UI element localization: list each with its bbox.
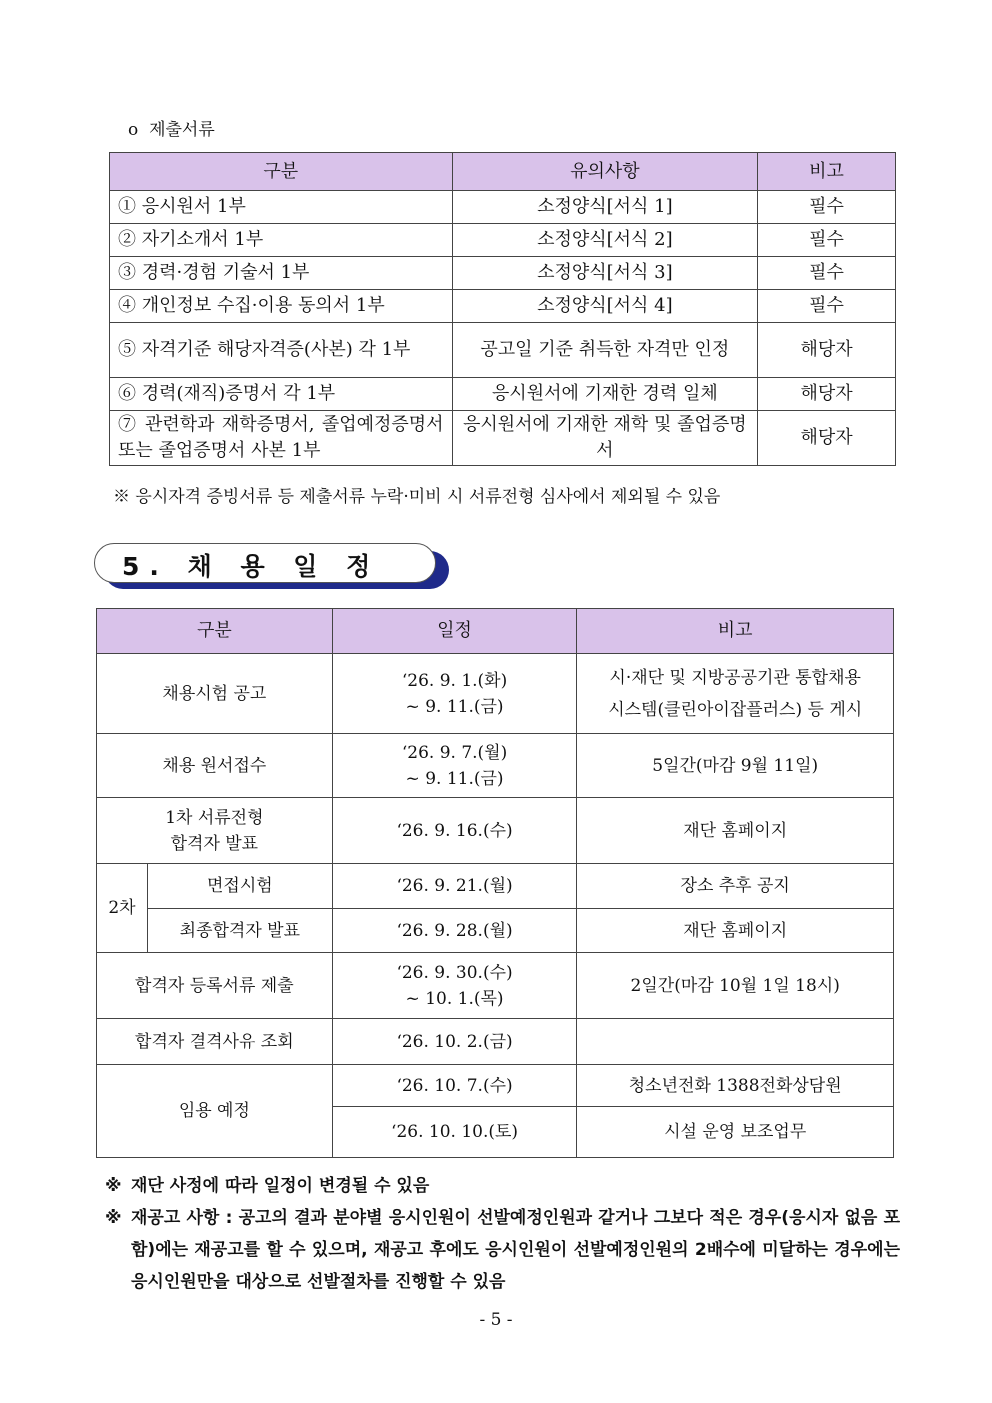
date-line: ‘26. 9. 7.(월) — [401, 742, 508, 763]
doc-item: ② 자기소개서 1부 — [110, 224, 453, 257]
schedule-date: ‘26. 10. 2.(금) — [332, 1019, 577, 1065]
doc-remark: 해당자 — [758, 378, 896, 411]
schedule-note: 시설 운영 보조업무 — [577, 1107, 894, 1158]
schedule-note: 장소 추후 공지 — [577, 864, 894, 909]
table-row — [110, 224, 896, 257]
doc-note: 소정양식[서식 2] — [452, 224, 758, 257]
docs-title-text: 제출서류 — [149, 120, 215, 140]
date-line: ~ 9. 11.(금) — [405, 696, 504, 717]
table-row — [110, 323, 896, 378]
doc-remark: 해당자 — [758, 323, 896, 378]
header-notes: 유의사항 — [452, 153, 758, 191]
schedule-date — [332, 953, 577, 1019]
schedule-note — [577, 654, 894, 734]
date-line: ~ 10. 1.(목) — [405, 988, 504, 1009]
doc-item: ③ 경력·경험 기술서 1부 — [110, 257, 453, 290]
schedule-note: 5일간(마감 9월 11일) — [577, 734, 894, 798]
header-category: 구분 — [97, 609, 333, 654]
doc-item: ① 응시원서 1부 — [110, 191, 453, 224]
doc-item: ⑥ 경력(재직)증명서 각 1부 — [110, 378, 453, 411]
header-remark: 비고 — [758, 153, 896, 191]
date-line: ‘26. 9. 30.(수) — [396, 962, 513, 983]
doc-note: 소정양식[서식 4] — [452, 290, 758, 323]
doc-remark: 해당자 — [758, 411, 896, 466]
table-row — [110, 378, 896, 411]
table-row — [97, 1065, 894, 1107]
schedule-note-item — [105, 1170, 900, 1202]
note-mark: ※ — [105, 1208, 122, 1228]
doc-note: 소정양식[서식 1] — [452, 191, 758, 224]
note-text: 재공고 사항 : 공고의 결과 분야별 응시인원이 선발예정인원과 같거나 그보다 적은 경우(응시자 없음 포함)에는 재공고를 할 수 있으며, 재공고 후에도 응시인원이 선발예정인원의 2배수에 미달하는 경우에는 응시인원만을 대상으로 선발절차를 진행할 수 있음 — [131, 1208, 900, 1292]
schedule-table — [96, 608, 894, 1158]
schedule-label: 면접시험 — [147, 864, 332, 909]
doc-item: ⑤ 자격기준 해당자격증(사본) 각 1부 — [110, 323, 453, 378]
doc-item: ⑦ 관련학과 재학증명서, 졸업예정증명서 또는 졸업증명서 사본 1부 — [110, 411, 453, 466]
schedule-header-row — [97, 609, 894, 654]
header-schedule: 일정 — [332, 609, 577, 654]
schedule-label: 채용 원서접수 — [97, 734, 333, 798]
table-row — [110, 191, 896, 224]
doc-remark: 필수 — [758, 191, 896, 224]
documents-header-row — [110, 153, 896, 191]
schedule-date — [332, 654, 577, 734]
table-row — [97, 654, 894, 734]
schedule-label — [97, 798, 333, 864]
schedule-date — [332, 734, 577, 798]
schedule-date: ‘26. 9. 16.(수) — [332, 798, 577, 864]
doc-note: 응시원서에 기재한 경력 일체 — [452, 378, 758, 411]
schedule-label: 임용 예정 — [97, 1065, 333, 1158]
schedule-note: 청소년전화 1388전화상담원 — [577, 1065, 894, 1107]
schedule-notes — [105, 1170, 900, 1298]
note-line: 시스템(클린아이잡플러스) 등 게시 — [608, 699, 863, 720]
doc-item: ④ 개인정보 수집·이용 동의서 1부 — [110, 290, 453, 323]
schedule-heading-banner — [94, 543, 450, 591]
docs-section-title — [128, 115, 215, 140]
note-mark: ※ — [105, 1176, 122, 1196]
label-line: 합격자 발표 — [170, 833, 259, 854]
doc-note: 응시원서에 기재한 재학 및 졸업증명서 — [452, 411, 758, 466]
table-row — [110, 257, 896, 290]
doc-remark: 필수 — [758, 290, 896, 323]
doc-remark: 필수 — [758, 224, 896, 257]
label-line: 1차 서류전형 — [165, 807, 264, 828]
table-row — [110, 411, 896, 466]
schedule-date: ‘26. 10. 7.(수) — [332, 1065, 577, 1107]
schedule-group-label: 2차 — [97, 864, 148, 953]
schedule-note-item — [105, 1202, 900, 1298]
table-row — [97, 1019, 894, 1065]
date-line: ~ 9. 11.(금) — [405, 768, 504, 789]
schedule-label: 최종합격자 발표 — [147, 909, 332, 953]
table-row — [110, 290, 896, 323]
schedule-label: 채용시험 공고 — [97, 654, 333, 734]
table-row — [97, 953, 894, 1019]
date-line: ‘26. 9. 1.(화) — [401, 670, 508, 691]
note-text: 재단 사정에 따라 일정이 변경될 수 있음 — [131, 1176, 430, 1196]
schedule-note: 2일간(마감 10월 1일 18시) — [577, 953, 894, 1019]
schedule-note: 재단 홈페이지 — [577, 798, 894, 864]
documents-table — [109, 152, 896, 466]
doc-note: 공고일 기준 취득한 자격만 인정 — [452, 323, 758, 378]
schedule-date: ‘26. 9. 21.(월) — [332, 864, 577, 909]
schedule-date: ‘26. 9. 28.(월) — [332, 909, 577, 953]
table-row — [97, 798, 894, 864]
doc-remark: 필수 — [758, 257, 896, 290]
schedule-heading: 5. 채 용 일 정 — [122, 552, 381, 581]
docs-footnote: ※ 응시자격 증빙서류 등 제출서류 누락·미비 시 서류전형 심사에서 제외될 수 있음 — [113, 487, 721, 507]
page-number: - 5 - — [479, 1310, 513, 1330]
schedule-label: 합격자 결격사유 조회 — [97, 1019, 333, 1065]
header-category: 구분 — [110, 153, 453, 191]
schedule-label: 합격자 등록서류 제출 — [97, 953, 333, 1019]
schedule-note — [577, 1019, 894, 1065]
schedule-date: ‘26. 10. 10.(토) — [332, 1107, 577, 1158]
header-remark: 비고 — [577, 609, 894, 654]
table-row — [97, 864, 894, 909]
doc-note: 소정양식[서식 3] — [452, 257, 758, 290]
bullet-marker: o — [128, 120, 139, 140]
schedule-note: 재단 홈페이지 — [577, 909, 894, 953]
note-line: 시·재단 및 지방공공기관 통합채용 — [609, 667, 861, 688]
table-row — [97, 909, 894, 953]
table-row — [97, 734, 894, 798]
